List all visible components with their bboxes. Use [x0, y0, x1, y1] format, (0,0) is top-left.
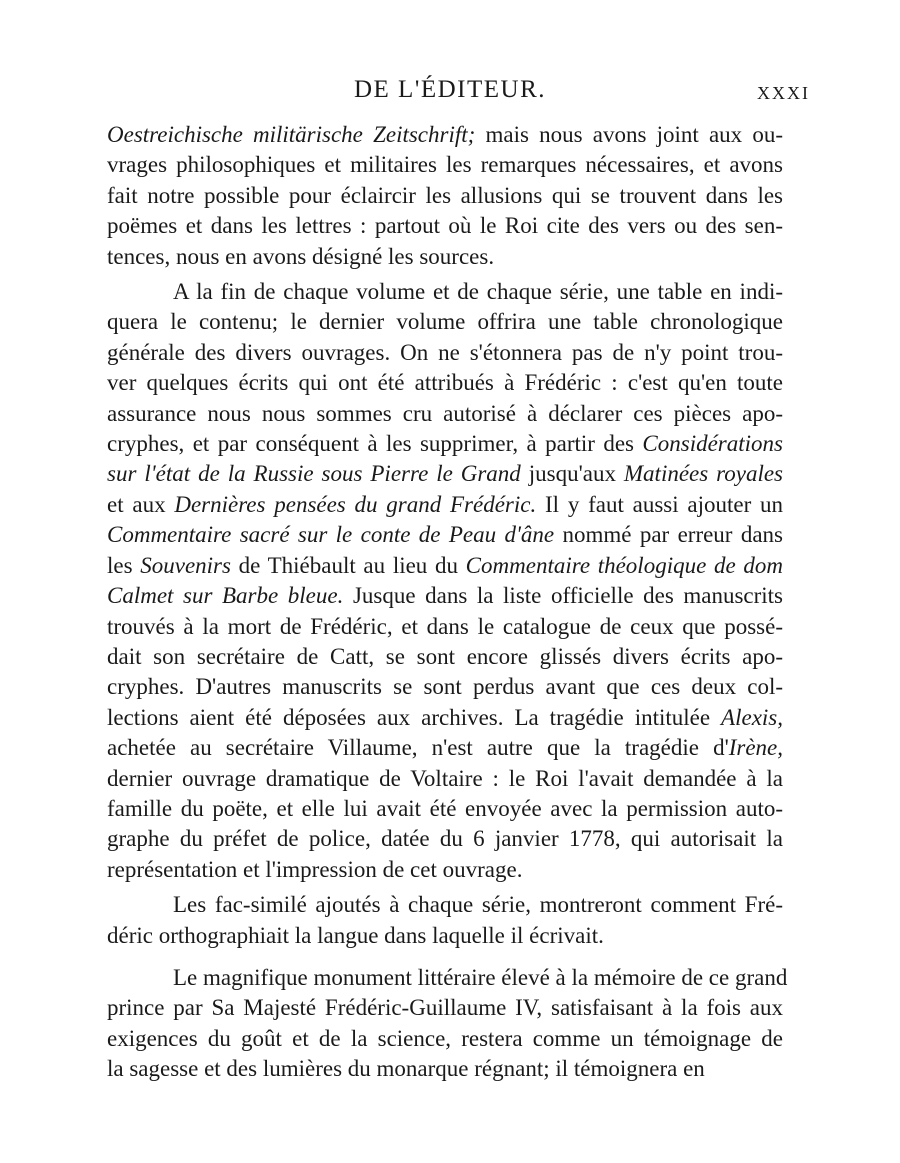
text-line	[107, 993, 783, 1023]
text-line	[107, 242, 783, 272]
italic-title: Commentaire théologique de dom	[465, 552, 783, 578]
italic-title: Dernières pensées du grand Frédéric.	[174, 491, 537, 517]
paragraph	[107, 277, 783, 885]
text-line	[107, 277, 783, 307]
text-run: déric orthographiait la langue dans laquelle il écrivait.	[107, 922, 604, 948]
text-line	[107, 459, 783, 489]
text-run: famille du poëte, et elle lui avait été envoyée avec la permission auto-	[107, 795, 783, 821]
text-line	[107, 150, 783, 180]
text-run: achetée au secrétaire Villaume, n'est autre que la tragédie d'	[107, 735, 729, 761]
text-line	[107, 520, 783, 550]
text-run: prince par Sa Majesté Frédéric-Guillaume IV, satisfaisant à la fois aux	[107, 995, 783, 1021]
text-line	[107, 581, 783, 611]
paragraph	[107, 890, 783, 951]
text-run: fait notre possible pour éclaircir les allusions qui se trouvent dans les	[107, 182, 783, 208]
text-run: exigences du goût et de la science, restera comme un témoignage de	[107, 1025, 783, 1051]
text-run: mais nous avons joint aux ou-	[475, 122, 783, 147]
text-run: lections aient été déposées aux archives. La tragédie intitulée	[107, 704, 722, 730]
text-run: poëmes et dans les lettres : partout où le Roi cite des vers ou des sen-	[107, 213, 783, 239]
text-line	[107, 890, 783, 920]
text-run: A la fin de chaque volume et de chaque série, une table en indi-	[173, 279, 783, 305]
text-line	[107, 338, 783, 368]
italic-title: Considérations	[642, 431, 783, 457]
text-line	[107, 824, 783, 854]
page-header	[0, 76, 900, 116]
text-run: jusqu'aux	[520, 461, 624, 487]
text-line	[107, 1024, 783, 1054]
text-run: Les fac-similé ajoutés à chaque série, montreront comment Fré-	[173, 892, 783, 918]
text-run: trouvés à la mort de Frédéric, et dans le catalogue de ceux que possé-	[107, 613, 783, 639]
text-line	[107, 921, 783, 951]
paragraph	[107, 120, 783, 272]
text-run: et aux	[107, 491, 175, 517]
page-number: XXXI	[757, 83, 810, 103]
text-line	[107, 120, 783, 150]
text-line	[107, 672, 783, 702]
text-run: dait son secrétaire de Catt, se sont encore glissés divers écrits apo-	[107, 643, 783, 669]
text-run: générale des divers ouvrages. On ne s'étonnera pas de n'y point trou-	[107, 339, 783, 365]
italic-title: sur l'état de la Russie sous Pierre le Grand	[107, 461, 521, 487]
text-run: graphe du préfet de police, datée du 6 janvier 1778, qui autorisait la	[107, 826, 783, 852]
text-run: ver quelques écrits qui ont été attribués à Frédéric : c'est qu'en toute	[107, 370, 783, 396]
text-line	[107, 612, 783, 642]
text-line	[107, 733, 783, 763]
text-line	[107, 211, 783, 241]
paragraph	[107, 963, 788, 1085]
italic-title: Alexis,	[721, 704, 783, 730]
text-run: dernier ouvrage dramatique de Voltaire : le Roi l'avait demandée à la	[107, 765, 783, 791]
italic-title: Matinées royales	[623, 461, 783, 487]
italic-title: Commentaire sacré sur le conte de Peau d'âne	[107, 522, 555, 548]
text-run: de Thiébault au lieu du	[230, 552, 466, 578]
running-title: DE L'ÉDITEUR.	[353, 76, 547, 103]
text-line	[107, 181, 783, 211]
text-run: la sagesse et des lumières du monarque régnant; il témoignera en	[107, 1056, 705, 1082]
body-text	[107, 120, 788, 1085]
italic-title: Irène,	[728, 735, 783, 761]
text-line	[107, 642, 783, 672]
text-line	[107, 1054, 783, 1084]
text-line	[107, 368, 783, 398]
text-line	[107, 490, 783, 520]
text-run: tences, nous en avons désigné les sources.	[107, 243, 495, 269]
text-line	[107, 551, 783, 581]
text-line	[107, 429, 783, 459]
italic-title: Souvenirs	[140, 552, 231, 578]
text-line	[107, 703, 783, 733]
text-run: Le magnifique monument littéraire élevé à la mémoire de ce grand	[173, 964, 788, 990]
text-run: cryphes. D'autres manuscrits se sont perdus avant que ces deux col-	[107, 674, 783, 700]
text-line	[107, 764, 783, 794]
text-run: nommé par erreur dans	[554, 522, 783, 548]
text-run: représentation et l'impression de cet ouvrage.	[107, 856, 523, 882]
text-run: Jusque dans la liste officielle des manuscrits	[343, 583, 784, 609]
text-line	[107, 963, 788, 993]
text-run: vrages philosophiques et militaires les remarques nécessaires, et avons	[107, 152, 783, 178]
text-line	[107, 307, 783, 337]
text-line	[107, 855, 783, 885]
text-run: quera le contenu; le dernier volume offrira une table chronologique	[107, 309, 783, 335]
italic-title: Calmet sur Barbe bleue.	[107, 583, 344, 609]
text-run: les	[107, 552, 141, 578]
text-run: cryphes, et par conséquent à les supprimer, à partir des	[107, 431, 643, 457]
italic-title: Oestreichische militärische Zeitschrift;	[107, 122, 476, 147]
text-line	[107, 399, 783, 429]
text-run: Il y faut aussi ajouter un	[536, 491, 783, 517]
text-line	[107, 794, 783, 824]
text-run: assurance nous nous sommes cru autorisé à déclarer ces pièces apo-	[107, 400, 783, 426]
